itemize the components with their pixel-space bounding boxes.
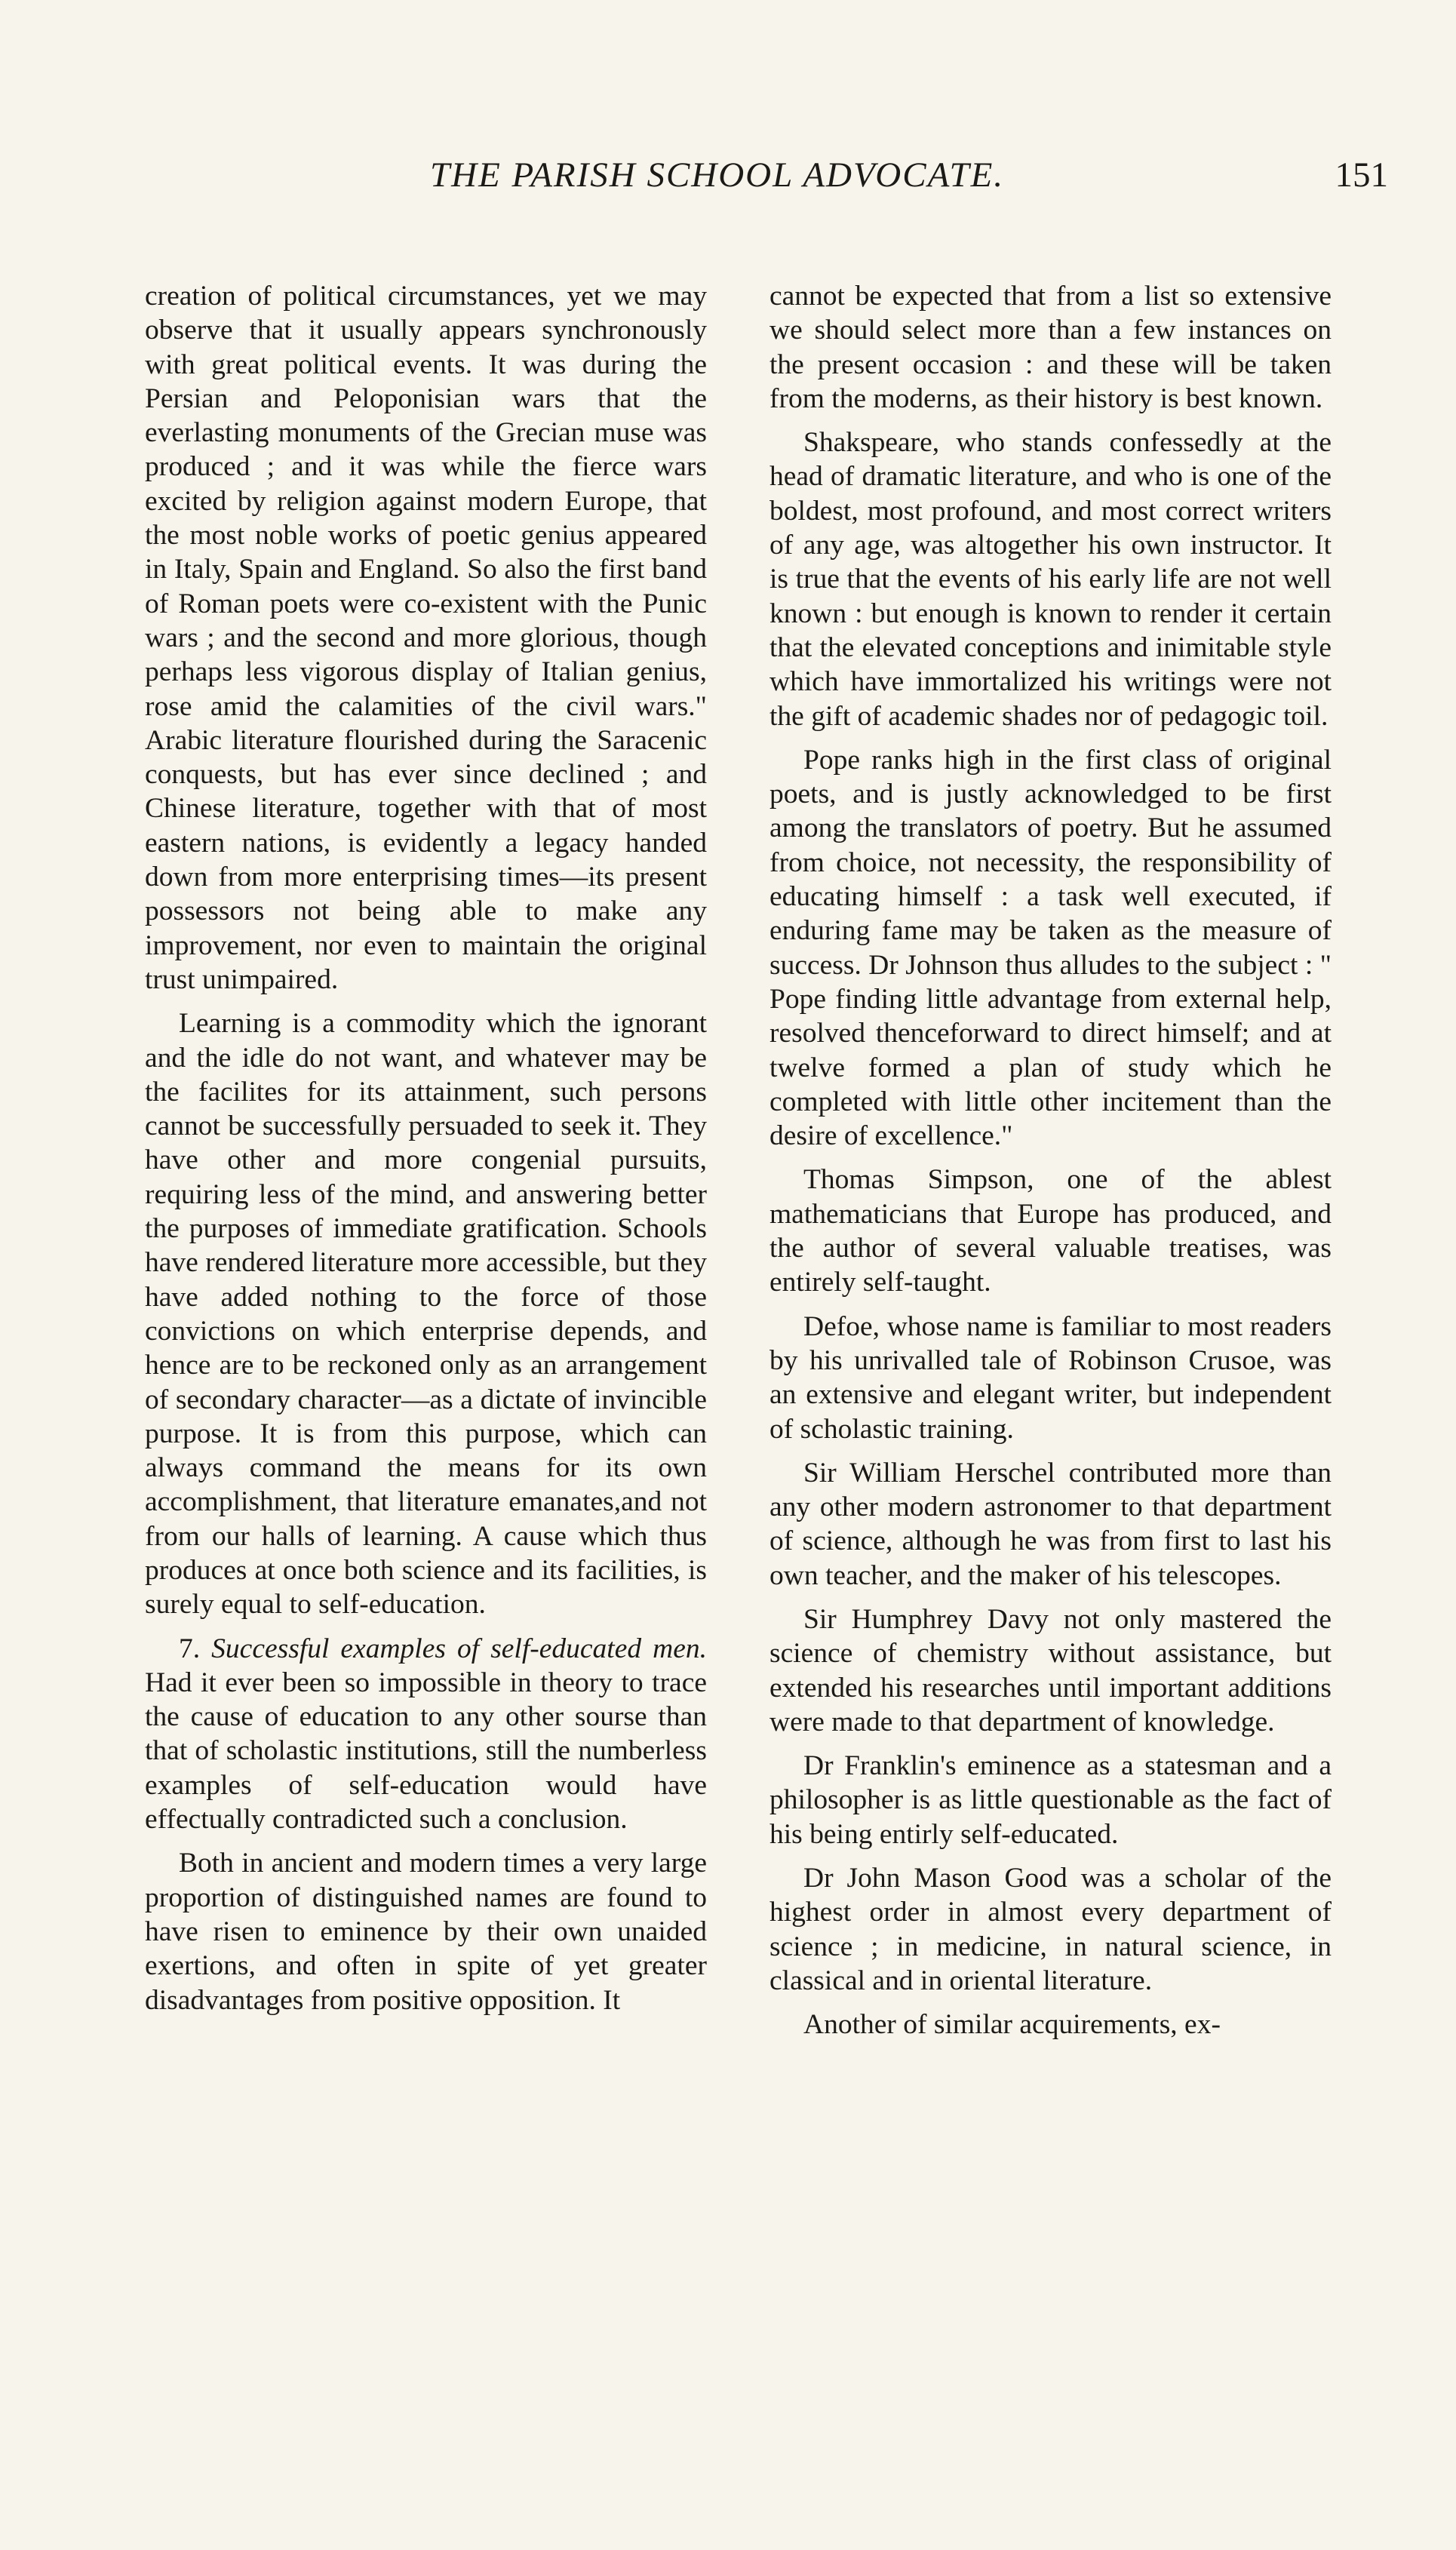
paragraph: Shakspeare, who stands confessedly at the head of dramatic literature, and who is one of the boldest, most profound, and most correct writers of any age, was altogether his own instructor. It is true that the events of his early life are not well known : but enough is known to render it certain that the elevated conceptions and inimitable style which have immortalized his writings were not the gift of academic shades nor of pedagogic toil. <box>769 427 1332 732</box>
section-number: 7. <box>179 1633 201 1664</box>
right-column <box>769 279 1332 2052</box>
paragraph: Learning is a commodity which the ignorant and the idle do not want, and whatever may be the facilites for its attainment, such persons cannot be successfully persuaded to seek it. They have other and more congenial pursuits, requiring less of the mind, and answering better the purposes of immediate gratification. Schools have rendered literature more accessible, but they have added nothing to the force of those convictions on which enterprise depends, and hence are to be reckoned only as an arrangement of secondary character—as a dictate of invincible purpose. It is from this purpose, which can always command the means for its own accomplishment, that literature emanates,and not from our halls of learning. A cause which thus produces at once both science and its facilities, is surely equal to self-education. <box>145 1008 707 1621</box>
paragraph: Thomas Simpson, one of the ablest mathematicians that Europe has produced, and the author of several valuable treatises, was entirely self-taught. <box>769 1164 1332 1298</box>
paragraph: Another of similar acquirements, ex- <box>803 2009 1221 2041</box>
paragraph: cannot be expected that from a list so extensive we should select more than a few instances on the present occasion : and these will be taken from the moderns, as their history is best known. <box>769 281 1332 414</box>
paragraph: Sir Humphrey Davy not only mastered the science of chemistry without assistance, but extended his researches until important additions were made to that department of knowledge. <box>769 1603 1332 1737</box>
page-header <box>189 155 1388 207</box>
paragraph: Pope ranks high in the first class of original poets, and is justly acknowledged to be first among the translators of poetry. But he assumed from choice, not necessity, the responsibility of educating himself : a task well executed, if enduring fame may be taken as the measure of success. Dr Johnson thus alludes to the subject : " Pope finding little advantage from external help, resolved thenceforward to direct himself; and at twelve formed a plan of study which he completed with little other incitement than the desire of excellence." <box>769 744 1332 1152</box>
paragraph: Both in ancient and modern times a very large proportion of distinguished names are found to have risen to eminence by their own unaided exertions, and often in spite of yet greater disadvantages from positive opposition. It <box>145 1848 707 2016</box>
section-text: Had it ever been so impossible in theory to trace the cause of education to any other sourse than that of scholastic institutions, still the numberless examples of self-education would have effectually contradicted such a conclusion. <box>145 1667 707 1836</box>
section-heading: Successful examples of self-educated men. <box>211 1633 708 1664</box>
paragraph: Dr Franklin's eminence as a statesman and a philosopher is as little questionable as the fact of his being entirly self-educated. <box>769 1750 1332 1850</box>
paragraph: Defoe, whose name is familiar to most readers by his unrivalled tale of Robinson Crusoe, was an extensive and elegant writer, but independent of scholastic training. <box>769 1310 1332 1445</box>
left-column <box>145 279 707 2027</box>
paragraph: creation of political circumstances, yet we may observe that it usually appears synchronously with great political events. It was during the Persian and Peloponisian wars that the everlasting monuments of the Grecian muse was produced ; and it was while the fierce wars excited by religion against modern Europe, that the most noble works of poetic genius appeared in Italy, Spain and England. So also the first band of Roman poets were co-existent with the Punic wars ; and the second and more glorious, though perhaps less vigorous display of Italian genius, rose amid the calamities of the civil wars." Arabic literature flourished during the Saracenic conquests, but has ever since declined ; and Chinese literature, together with that of most eastern nations, is evidently a legacy handed down from more enterprising times—its present possessors not being able to make any improvement, nor even to maintain the original trust unimpaired. <box>145 281 707 995</box>
section-paragraph <box>145 1632 707 1837</box>
paragraph: Sir William Herschel contributed more than any other modern astronomer to that department of science, although he was from first to last his own teacher, and the maker of his telescopes. <box>769 1457 1332 1591</box>
running-title: THE PARISH SCHOOL ADVOCATE. <box>430 155 1005 195</box>
paragraph: Dr John Mason Good was a scholar of the highest order in almost every department of science ; in medicine, in natural science, in classical and in oriental literature. <box>769 1863 1332 1996</box>
page-number: 151 <box>1335 155 1388 195</box>
